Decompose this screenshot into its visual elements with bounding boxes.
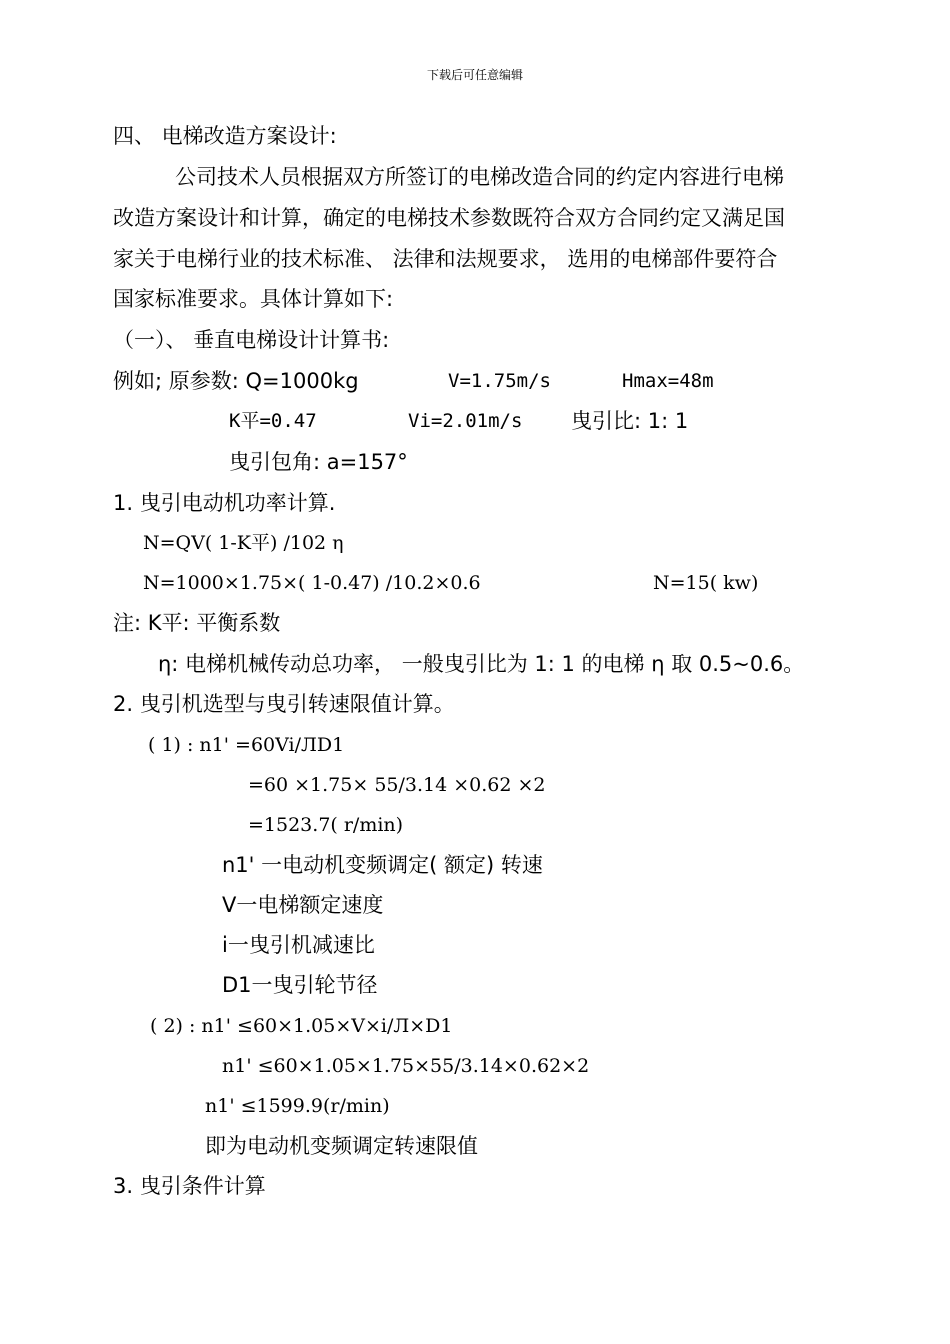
conclusion-text: 即为电动机变频调定转速限值 <box>205 1134 478 1158</box>
section-heading: 四、 电梯改造方案设计: <box>113 124 337 148</box>
param-text: Vi=2.01m/s <box>408 410 523 432</box>
numbered-heading: 1. 曳引电动机功率计算. <box>113 491 336 515</box>
note-text: 注: K平: 平衡系数 <box>113 611 281 635</box>
formula: n1' ≤60×1.05×1.75×55/3.14×0.62×2 <box>222 1055 590 1077</box>
formula: n1' ≤1599.9(r/min) <box>205 1095 390 1117</box>
param-text: 曳引比: 1: 1 <box>571 409 689 433</box>
definition-text: n1' 一电动机变频调定( 额定) 转速 <box>222 853 543 877</box>
param-text: Hmax=48m <box>622 370 714 392</box>
param-text: 曳引包角: a=157° <box>229 450 408 474</box>
formula: =60 ×1.75× 55/3.14 ×0.62 ×2 <box>248 774 546 796</box>
paragraph-line: 家关于电梯行业的技术标准、 法律和法规要求， 选用的电梯部件要符合 <box>113 247 778 271</box>
param-text: V=1.75m/s <box>448 370 551 392</box>
paragraph-line: 公司技术人员根据双方所签订的电梯改造合同的约定内容进行电梯 <box>175 165 784 189</box>
formula: ( 1) : n1' =60Vi/ЛD1 <box>148 734 345 756</box>
definition-text: D1一曳引轮节径 <box>222 973 378 997</box>
param-text: K平=0.47 <box>229 410 317 432</box>
formula: ( 2) : n1' ≤60×1.05×V×i/Л×D1 <box>150 1015 453 1037</box>
numbered-heading: 2. 曳引机选型与曳引转速限值计算。 <box>113 692 455 716</box>
paragraph-line: 改造方案设计和计算，确定的电梯技术参数既符合双方合同约定又满足国 <box>113 206 785 230</box>
definition-text: i一曳引机减速比 <box>222 933 375 957</box>
subsection-heading: （一）、 垂直电梯设计计算书: <box>113 328 390 352</box>
param-text: 例如; 原参数: Q=1000kg <box>113 369 359 393</box>
numbered-heading: 3. 曳引条件计算 <box>113 1174 266 1198</box>
note-text: η: 电梯机械传动总功率， 一般曳引比为 1: 1 的电梯 η 取 0.5~0.6。 <box>158 652 805 676</box>
formula: N=1000×1.75×( 1-0.47) /10.2×0.6 <box>143 572 481 594</box>
formula: N=15( kw) <box>653 572 759 594</box>
formula: =1523.7( r/min) <box>248 814 404 836</box>
formula: N=QV( 1-K平) /102 η <box>143 532 344 554</box>
definition-text: V一电梯额定速度 <box>222 893 384 917</box>
paragraph-line: 国家标准要求。具体计算如下: <box>113 287 394 311</box>
page-header: 下载后可任意编辑 <box>426 68 523 82</box>
